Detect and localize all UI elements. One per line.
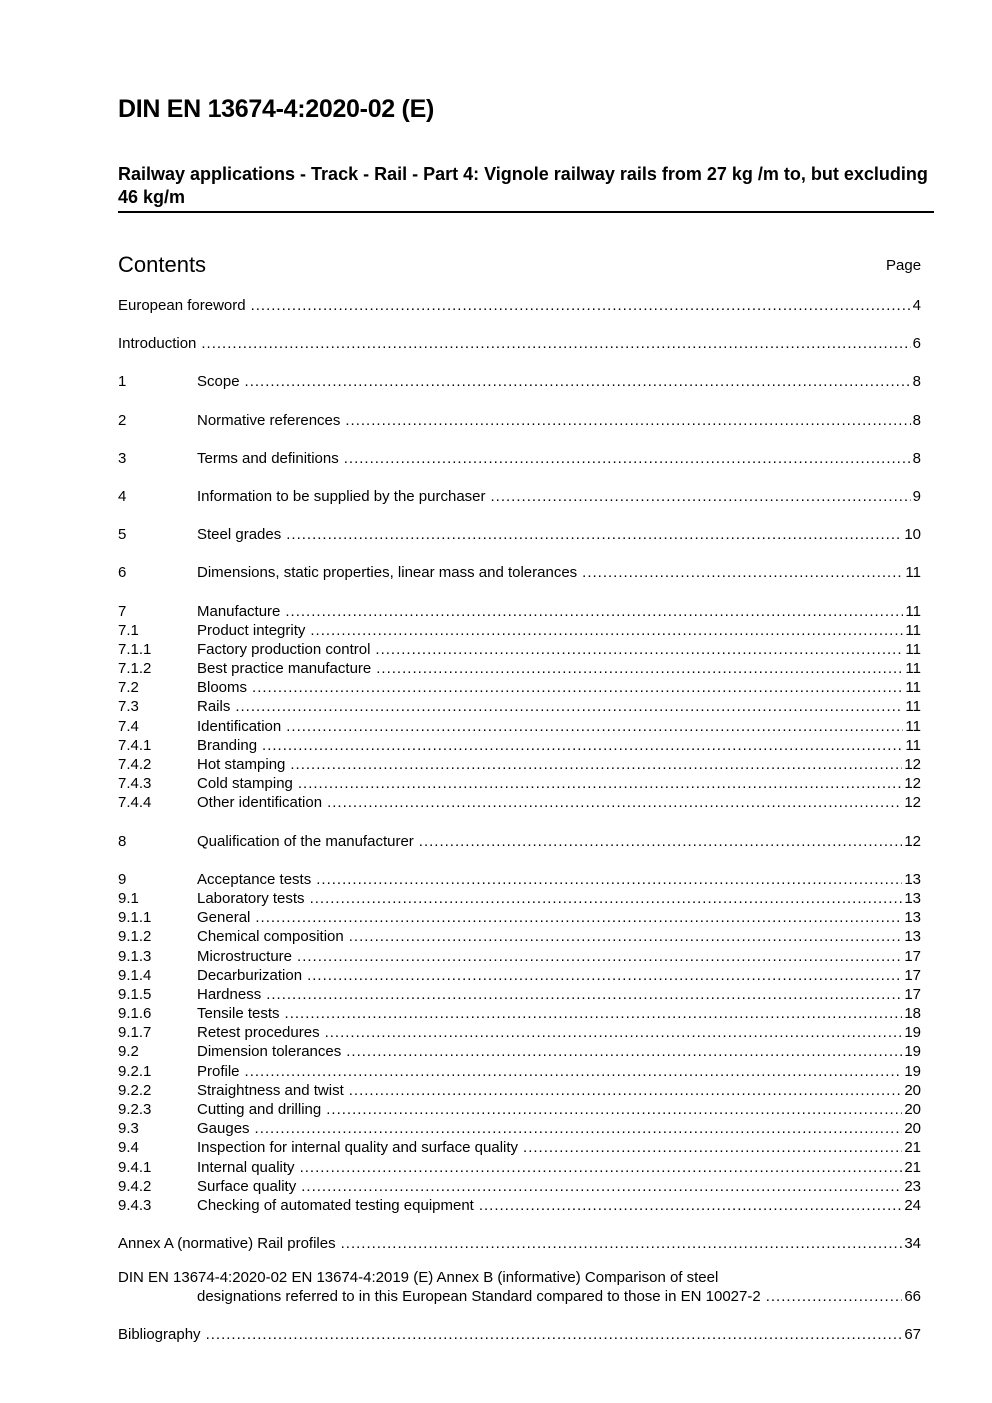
toc-entry-number: 9.2.3 — [118, 1101, 152, 1118]
toc-entry-title: Qualification of the manufacturer — [197, 832, 414, 850]
toc-entry-title: Blooms — [197, 679, 248, 697]
toc-entry-page: 11 — [905, 602, 921, 620]
toc-entry-title: General — [197, 909, 251, 927]
dot-leader — [290, 755, 902, 774]
toc-entry-number: 9.3 — [118, 1120, 139, 1138]
toc-entry-number: 9.4.1 — [118, 1158, 152, 1176]
toc-entry[interactable] — [118, 1081, 921, 1100]
toc-entry-number: 7.4 — [118, 717, 139, 735]
toc-entry-page: 11 — [905, 736, 921, 754]
toc-entry[interactable] — [118, 774, 921, 793]
dot-leader — [201, 334, 910, 353]
toc-entry-page: 11 — [905, 679, 921, 697]
toc-entry-number: 9.1.1 — [118, 909, 152, 927]
toc-entry[interactable] — [118, 1138, 921, 1157]
toc-entry-title: Normative references — [197, 411, 341, 429]
toc-entry-page: 8 — [912, 411, 921, 429]
toc-entry[interactable] — [118, 889, 921, 908]
dot-leader — [245, 1062, 903, 1081]
dot-leader — [262, 736, 903, 755]
toc-entry-page: 19 — [904, 1062, 921, 1080]
toc-entry-page: 19 — [904, 1043, 921, 1061]
toc-entry-number: 7.1 — [118, 621, 139, 639]
toc-entry-title: Introduction — [118, 335, 197, 353]
toc-entry-page: 17 — [904, 947, 921, 965]
toc-entry-number: 9.1.5 — [118, 985, 152, 1003]
toc-entry-page: 18 — [904, 1005, 921, 1023]
toc-entry-page: 17 — [904, 985, 921, 1003]
dot-leader — [255, 908, 902, 927]
toc-entry-number: 9.2 — [118, 1043, 139, 1061]
toc-entry-page: 11 — [905, 564, 921, 582]
toc-entry[interactable] — [118, 947, 921, 966]
toc-entry-title: Identification — [197, 717, 282, 735]
toc-entry-title: Information to be supplied by the purchaser — [197, 487, 486, 505]
document-title: Railway applications - Track - Rail - Part 4: Vignole railway rails from 27 kg /m to, but excluding 46 kg/m — [118, 163, 934, 213]
toc-entry-number: 9.1.4 — [118, 966, 152, 984]
toc-entry-page: 11 — [905, 717, 921, 735]
toc-entry-page: 12 — [904, 756, 921, 773]
dot-leader — [245, 372, 911, 391]
dot-leader — [297, 947, 902, 966]
toc-entry-title: Branding — [197, 736, 258, 754]
toc-entry-title-continued: designations referred to in this European Standard compared to those in EN 10027-2 — [197, 1288, 761, 1306]
toc-entry-title: Retest procedures — [197, 1024, 320, 1042]
toc-entry-number: 7.1.2 — [118, 660, 152, 678]
toc-entry[interactable] — [118, 1177, 921, 1196]
toc-entry-number: 5 — [118, 526, 127, 544]
toc-entry-title: Inspection for internal quality and surface quality — [197, 1139, 519, 1157]
dot-leader — [327, 793, 902, 812]
toc-entry[interactable] — [118, 966, 921, 985]
toc-entry[interactable] — [118, 697, 921, 716]
toc-entry[interactable] — [118, 372, 921, 391]
toc-entry-title: Scope — [197, 373, 240, 391]
toc-entry-title: Terms and definitions — [197, 449, 339, 467]
dot-leader — [255, 1119, 903, 1138]
dot-leader — [286, 525, 902, 544]
toc-entry-page: 20 — [904, 1081, 921, 1099]
toc-entry-title: Laboratory tests — [197, 889, 305, 907]
toc-entry-title: Factory production control — [197, 640, 371, 658]
toc-entry-number: 9 — [118, 870, 127, 888]
toc-entry-title: Steel grades — [197, 526, 282, 544]
table-of-contents — [118, 296, 921, 1345]
toc-entry-page: 20 — [904, 1120, 921, 1138]
toc-entry-number: 9.1.6 — [118, 1005, 152, 1023]
toc-entry[interactable] — [118, 659, 921, 678]
dot-leader — [582, 563, 903, 582]
toc-entry-page: 11 — [905, 621, 921, 639]
toc-entry-number: 9.1.2 — [118, 928, 152, 946]
dot-leader — [307, 966, 902, 985]
toc-entry-page: 21 — [904, 1139, 921, 1157]
dot-leader — [766, 1287, 903, 1306]
toc-entry[interactable] — [118, 449, 921, 468]
dot-leader — [375, 640, 903, 659]
dot-leader — [479, 1196, 902, 1215]
toc-entry-title: Bibliography — [118, 1326, 201, 1344]
toc-entry[interactable] — [118, 1119, 921, 1138]
dot-leader — [376, 659, 903, 678]
toc-entry-number: 9.2.1 — [118, 1062, 152, 1080]
dot-leader — [266, 985, 902, 1004]
document-id: DIN EN 13674-4:2020-02 (E) — [118, 95, 434, 123]
toc-entry-page: 13 — [904, 889, 921, 907]
toc-entry-title: Dimensions, static properties, linear mass and tolerances — [197, 564, 578, 582]
toc-entry[interactable] — [118, 1196, 921, 1215]
toc-entry-page: 9 — [912, 487, 921, 505]
toc-entry[interactable] — [118, 525, 921, 544]
toc-entry-title: Decarburization — [197, 966, 303, 984]
toc-entry[interactable] — [118, 621, 921, 640]
toc-entry-title: Acceptance tests — [197, 870, 312, 888]
toc-entry-number: 7.1.1 — [118, 640, 152, 658]
toc-entry-page: 66 — [904, 1288, 921, 1306]
toc-entry[interactable] — [118, 640, 921, 659]
toc-entry[interactable] — [118, 1158, 921, 1177]
dot-leader — [346, 1042, 902, 1061]
dot-leader — [325, 1023, 903, 1042]
toc-entry-number: 9.2.2 — [118, 1081, 152, 1099]
toc-entry-title: Checking of automated testing equipment — [197, 1196, 474, 1214]
toc-entry-number: 4 — [118, 487, 127, 505]
dot-leader — [523, 1138, 902, 1157]
toc-entry-title: Microstructure — [197, 947, 293, 965]
toc-entry-number: 1 — [118, 373, 127, 391]
toc-entry-title: Annex A (normative) Rail profiles — [118, 1235, 336, 1253]
toc-entry-title: Straightness and twist — [197, 1081, 344, 1099]
toc-entry[interactable] — [118, 985, 921, 1004]
dot-leader — [301, 1177, 902, 1196]
toc-entry-title: Best practice manufacture — [197, 660, 372, 678]
toc-entry-page: 11 — [905, 640, 921, 658]
toc-entry-title: Other identification — [197, 794, 323, 812]
dot-leader — [251, 296, 911, 315]
dot-leader — [286, 717, 903, 736]
toc-entry[interactable] — [118, 411, 921, 430]
toc-entry-number: 2 — [118, 411, 127, 429]
toc-entry[interactable] — [118, 487, 921, 506]
dot-leader — [491, 487, 911, 506]
toc-entry-title: Cold stamping — [197, 775, 293, 793]
toc-entry[interactable] — [118, 296, 921, 315]
toc-entry-number: 3 — [118, 449, 127, 467]
toc-entry-title: Tensile tests — [197, 1005, 280, 1023]
toc-entry[interactable] — [118, 1234, 921, 1253]
toc-entry-title: Manufacture — [197, 602, 281, 620]
toc-entry-page: 11 — [905, 660, 921, 678]
toc-entry-number: 9.4.3 — [118, 1196, 152, 1214]
toc-entry-page: 12 — [904, 794, 921, 812]
toc-entry-page: 13 — [904, 870, 921, 888]
contents-heading: Contents — [118, 252, 207, 277]
toc-entry-title: Hardness — [197, 985, 262, 1003]
toc-entry[interactable] — [118, 870, 921, 889]
toc-entry-number: 7 — [118, 602, 127, 620]
toc-entry[interactable] — [118, 1062, 921, 1081]
toc-entry[interactable] — [118, 1023, 921, 1042]
toc-entry-page: 11 — [905, 698, 921, 716]
dot-leader — [310, 621, 903, 640]
toc-entry-title: DIN EN 13674-4:2020-02 EN 13674-4:2019 (E) Annex B (informative) Comparison of steel — [118, 1269, 719, 1287]
toc-entry-page: 8 — [912, 449, 921, 467]
toc-entry-number: 7.4.2 — [118, 756, 152, 773]
toc-entry-page: 24 — [904, 1196, 921, 1214]
toc-entry-bibliography[interactable] — [118, 1325, 921, 1344]
dot-leader — [341, 1234, 903, 1253]
toc-entry-number: 7.2 — [118, 679, 139, 697]
toc-entry-page: 34 — [904, 1235, 921, 1253]
toc-entry-page: 10 — [904, 526, 921, 544]
toc-entry[interactable] — [118, 1004, 921, 1023]
toc-entry-number: 7.4.3 — [118, 775, 152, 793]
toc-entry-annex-b[interactable] — [118, 1268, 921, 1306]
dot-leader — [349, 927, 903, 946]
toc-entry[interactable] — [118, 334, 921, 353]
toc-entry-title: Hot stamping — [197, 756, 286, 773]
toc-entry-page: 20 — [904, 1101, 921, 1118]
toc-entry-title: Product integrity — [197, 621, 306, 639]
toc-entry-number: 9.1.7 — [118, 1024, 152, 1042]
toc-entry-number: 7.3 — [118, 698, 139, 716]
toc-entry-title: Dimension tolerances — [197, 1043, 342, 1061]
toc-entry[interactable] — [118, 602, 921, 621]
toc-entry-page: 8 — [912, 373, 921, 391]
toc-entry-title: European foreword — [118, 297, 246, 314]
toc-entry-number: 9.1.3 — [118, 947, 152, 965]
toc-entry-title: Profile — [197, 1062, 240, 1080]
toc-entry-page: 12 — [904, 832, 921, 850]
toc-entry[interactable] — [118, 793, 921, 812]
toc-entry-number: 9.4 — [118, 1139, 139, 1157]
toc-entry-number: 8 — [118, 832, 127, 850]
toc-entry-page: 13 — [904, 928, 921, 946]
toc-entry-title: Gauges — [197, 1120, 250, 1138]
toc-entry[interactable] — [118, 717, 921, 736]
toc-entry-title: Surface quality — [197, 1177, 297, 1195]
toc-entry-number: 9.4.2 — [118, 1177, 152, 1195]
dot-leader — [310, 889, 903, 908]
dot-leader — [206, 1325, 903, 1344]
toc-entry-number: 9.1 — [118, 889, 139, 907]
toc-entry-page: 6 — [912, 335, 921, 353]
dot-leader — [349, 1081, 903, 1100]
toc-entry-title: Chemical composition — [197, 928, 344, 946]
toc-entry-page: 21 — [904, 1158, 921, 1176]
toc-entry-page: 13 — [904, 909, 921, 927]
toc-entry-number: 7.4.1 — [118, 736, 152, 754]
dot-leader — [316, 870, 902, 889]
toc-entry-page: 17 — [904, 966, 921, 984]
toc-entry[interactable] — [118, 678, 921, 697]
page-column-heading: Page — [886, 257, 922, 274]
dot-leader — [344, 449, 911, 468]
toc-entry[interactable] — [118, 563, 921, 582]
toc-entry-number: 6 — [118, 564, 127, 582]
toc-entry-page: 67 — [904, 1326, 921, 1344]
toc-entry-title: Cutting and drilling — [197, 1101, 322, 1118]
toc-entry-page: 12 — [904, 775, 921, 793]
toc-entry[interactable] — [118, 1042, 921, 1061]
dot-leader — [285, 1004, 903, 1023]
toc-entry-title: Rails — [197, 698, 231, 716]
dot-leader — [300, 1158, 903, 1177]
toc-entry[interactable] — [118, 1100, 921, 1119]
toc-entry-title: Internal quality — [197, 1158, 295, 1176]
toc-entry[interactable] — [118, 755, 921, 774]
dot-leader — [326, 1100, 902, 1119]
toc-entry[interactable] — [118, 908, 921, 927]
dot-leader — [345, 411, 910, 430]
toc-entry[interactable] — [118, 832, 921, 851]
dot-leader — [235, 697, 903, 716]
toc-entry[interactable] — [118, 927, 921, 946]
toc-entry[interactable] — [118, 736, 921, 755]
toc-entry-number: 7.4.4 — [118, 794, 152, 812]
dot-leader — [298, 774, 902, 793]
dot-leader — [252, 678, 903, 697]
toc-entry-page: 4 — [912, 297, 921, 314]
dot-leader — [419, 832, 903, 851]
toc-entry-page: 19 — [904, 1024, 921, 1042]
dot-leader — [285, 602, 903, 621]
toc-entry-page: 23 — [904, 1177, 921, 1195]
